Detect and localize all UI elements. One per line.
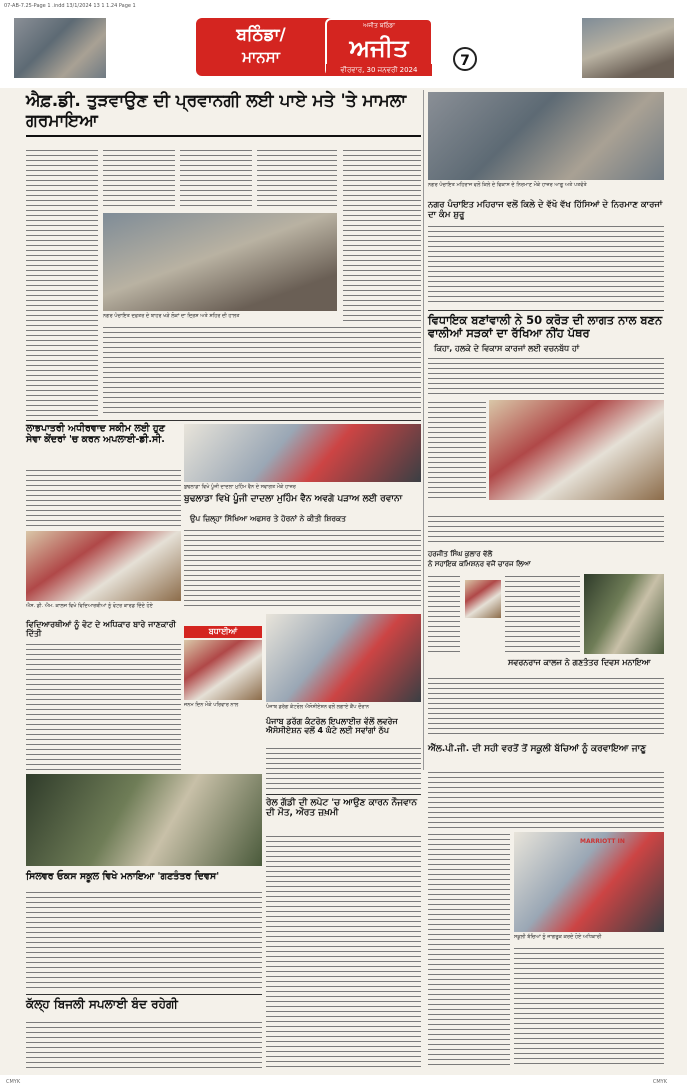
college-headline: ਸਵਰਨਰਾਜ ਕਾਲਜ ਨੇ ਗਣਤੰਤਰ ਦਿਵਸ ਮਨਾਇਆ: [508, 658, 651, 667]
college-photo: [584, 574, 664, 654]
award-text: [428, 832, 510, 1068]
award-caption: ਸਕੂਲੀ ਬੱਚਿਆਂ ਨੂੰ ਜਾਗਰੂਕ ਕਰਦੇ ਹੋਏ ਅਧਿਕਾਰੀ: [514, 934, 602, 940]
birthday-tag: ਬਧਾਈਆਂ: [184, 626, 262, 638]
awareness-text: [428, 770, 664, 828]
right-top-caption: ਨਗਰ ਪੰਚਾਇਤ ਮਹਿਰਾਜ ਵਲੋਂ ਕਿਲੇ ਦੇ ਵਿਕਾਸ ਦੇ ਨਿਰਮਾਣ ਮੌਕੇ ਹਾਜ਼ਰ ਆਗੂ ਅਤੇ ਪਤਵੰਤੇ: [428, 182, 587, 188]
footer: [0, 1075, 687, 1089]
print-slug: 07-AB-7.25-Page 1 .indd 13/1/2024 13 1 1.24 Page 1: [0, 0, 687, 12]
road-text-lower: [428, 514, 664, 544]
promotion-text2: [505, 574, 580, 654]
divider: [428, 310, 664, 311]
student-caption: ਐਸ. ਡੀ. ਐਮ. ਕਾਲਜ ਵਿਖੇ ਵਿਦਿਆਰਥੀਆਂ ਨੂੰ ਵੋਟਰ ਕਾਰਡ ਦਿੰਦੇ ਹੋਏ: [26, 603, 153, 609]
awareness-headline: ਐੱਲ.ਪੀ.ਜੀ. ਦੀ ਸਹੀ ਵਰਤੋਂ ਤੋਂ ਸਕੂਲੀ ਬੱਚਿਆਂ ਨੂੰ ਕਰਵਾਇਆ ਜਾਣੂ: [428, 744, 647, 754]
camp-text: [266, 746, 421, 790]
sewa-headline: ਲਾਭਪਾਤਰੀ ਅਧੀਰਵਾਦ ਸਕੀਮ ਲਈ ਹੁਣ ਸੇਵਾ ਕੇਂਦਰਾਂ 'ਚ ਕਰਨ ਅਪਲਾਈ-ਡੀ.ਸੀ.: [26, 423, 165, 445]
camp-photo: [266, 614, 421, 702]
sewa-text: [26, 468, 181, 528]
protest-text: [184, 528, 421, 608]
paper-name: ਅਜੀਤ: [349, 34, 409, 62]
college-text: [428, 676, 664, 738]
page-number: 7: [453, 47, 477, 71]
divider: [26, 994, 262, 995]
promotion-text: [428, 574, 460, 654]
city-name-line2: ਮਾਨਸਾ: [242, 48, 280, 66]
camp-headline: ਪੰਜਾਬ ਡਰੱਗ ਕੰਟਰੋਲ ਇਪਲਾਈਜ਼ ਵੱਲੋਂ ਲਵਰੇਜ ਐਸੋਸੀਏਸ਼ਨ ਵਲੋਂ 4 ਘੰਟੇ ਲਈ ਸਵਾਂਗਾਂ ਠੱਪ: [266, 717, 398, 736]
train-text: [266, 834, 421, 1068]
road-photo: [489, 400, 664, 500]
lead-headline: ਐਫ਼.ਡੀ. ਤੁੜਵਾਉਣ ਦੀ ਪ੍ਰਵਾਨਗੀ ਲਈ ਪਾਏ ਮਤੇ 'ਤੇ ਮਾਮਲਾ ਗਰਮਾਇਆ: [26, 92, 421, 137]
fort-photo: [582, 18, 674, 78]
train-headline: ਰੇਲ ਗੱਡੀ ਦੀ ਲਪੇਟ 'ਚ ਆਉਣ ਕਾਰਨ ਨੌਜਵਾਨ ਦੀ ਮੌਤ, ਔਰਤ ਜ਼ਖ਼ਮੀ: [266, 798, 417, 819]
right-top-text: [428, 224, 664, 306]
lead-text-lower: [103, 325, 421, 417]
promotion-headline: ਨੇ ਸਹਾਇਕ ਕਮਿਸ਼ਨਰ ਵਜੋਂ ਚਾਰਜ ਲਿਆ: [428, 560, 531, 568]
road-subhead: ਕਿਹਾ, ਹਲਕੇ ਦੇ ਵਿਕਾਸ ਕਾਰਜਾਂ ਲਈ ਵਚਨਬੱਧ ਹਾਂ: [434, 344, 580, 353]
student-headline: ਵਿਦਿਆਰਥੀਆਂ ਨੂੰ ਵੋਟ ਦੇ ਅਧਿਕਾਰ ਬਾਰੇ ਜਾਣਕਾਰੀ ਦਿੱਤੀ: [26, 620, 176, 639]
protest-subhead: ਉਪ ਜ਼ਿਲ੍ਹਾ ਸਿੱਖਿਆ ਅਫਸਰ ਤੇ ਹੋਰਨਾਂ ਨੇ ਕੀਤੀ ਸ਼ਿਰਕਤ: [190, 514, 346, 523]
camp-caption: ਪੰਜਾਬ ਡਰੱਗ ਕੰਟਰੋਲ ਐਸੋਸੀਏਸ਼ਨ ਵਲੋਂ ਲਗਾਏ ਕੈਂਪ ਦੌਰਾਨ: [266, 704, 370, 710]
footer-right: CMYK: [652, 1079, 667, 1085]
birthday-caption: ਜਨਮ ਦਿਨ ਮੌਕੇ ਪਰਿਵਾਰ ਨਾਲ: [184, 702, 239, 708]
right-top-headline: ਨਗਰ ਪੰਚਾਇਤ ਮਹਿਰਾਜ ਵਲੋਂ ਕਿਲੇ ਦੇ ਵੱਖੋ ਵੱਖ ਹਿੱਸਿਆਂ ਦੇ ਨਿਰਮਾਣ ਕਾਰਜਾਂ ਦਾ ਕੰਮ ਸ਼ੁਰੂ: [428, 200, 663, 220]
award-banner: MARRIOTT IN: [580, 838, 625, 845]
school-headline: ਸਿਲਵਰ ਓਕਸ ਸਕੂਲ ਵਿਖੇ ਮਨਾਇਆ 'ਗਣਤੰਤਰ ਦਿਵਸ': [26, 871, 220, 882]
lead-photo: [103, 213, 337, 311]
protest-photo: [184, 424, 421, 482]
divider: [26, 420, 421, 421]
school-photo: [26, 774, 262, 866]
lead-text-col3: [180, 148, 252, 208]
city-name-line1: ਬਠਿੰਡਾ/: [236, 25, 286, 45]
road-headline: ਵਿਧਾਇਕ ਬਣਾਂਵਾਲੀ ਨੇ 50 ਕਰੋੜ ਦੀ ਲਾਗਤ ਨਾਲ ਬਣਨ ਵਾਲੀਆਂ ਸੜਕਾਂ ਦਾ ਰੱਖਿਆ ਨੀਂਹ ਪੱਥਰ: [428, 313, 663, 341]
power-headline: ਕੱਲ੍ਹ ਬਿਜਲੀ ਸਪਲਾਈ ਬੰਦ ਰਹੇਗੀ: [26, 997, 178, 1011]
protest-caption: ਬੁਢਲਾਡਾ ਵਿਖੇ ਪੂੰਜੀ ਦਾਦਲਾ ਮੁਹਿੰਮ ਵੈਨ ਦੇ ਸਵਾਗਤ ਮੌਕੇ ਹਾਜ਼ਰ: [184, 484, 296, 490]
promotion-name: ਹਰਜੀਤ ਸਿੰਘ ਕੁਲਾਰ ਵੱਲੋਂ: [428, 550, 493, 558]
right-top-photo: [428, 92, 664, 180]
lead-photo-caption: ਨਗਰ ਪੰਚਾਇਤ ਦਫ਼ਤਰ ਦੇ ਬਾਹਰ ਖੜੇ ਲੋਕਾਂ ਦਾ ਦ੍ਰਿਸ਼ ਅਤੇ ਸ਼ਹਿਰ ਦੀ ਹਾਲਤ: [103, 313, 240, 319]
lead-text-col1: [26, 148, 98, 418]
birthday-photo: [184, 640, 262, 700]
thermal-plant-photo: [14, 18, 106, 78]
column-rule: [423, 90, 424, 770]
lead-text-col5: [343, 148, 421, 353]
student-photo: [26, 531, 181, 601]
promotion-portrait: [465, 580, 501, 618]
power-text: [26, 1020, 262, 1068]
student-text: [26, 642, 181, 770]
protest-headline: ਬੁਢਲਾਡਾ ਵਿਖੇ ਪੂੰਜੀ ਦਾਦਲਾ ਮੁਹਿੰਮ ਵੈਨ ਅਵਗੇ ਪੜਾਅ ਲਈ ਰਵਾਨਾ: [184, 494, 403, 504]
school-text: [26, 890, 262, 990]
divider: [266, 794, 421, 795]
lead-text-col2: [103, 148, 175, 208]
award-photo: [514, 832, 664, 932]
award-lower-text: [514, 946, 664, 1068]
supplement-label: ਅਜੀਤ ਬਠਿੰਡਾ: [363, 22, 395, 29]
issue-date: ਵੀਰਵਾਰ, 30 ਜਨਵਰੀ 2024: [326, 64, 432, 76]
road-text-left: [428, 400, 486, 500]
road-text: [428, 356, 664, 396]
footer-left: CMYK: [6, 1079, 21, 1085]
lead-text-col4: [257, 148, 337, 208]
